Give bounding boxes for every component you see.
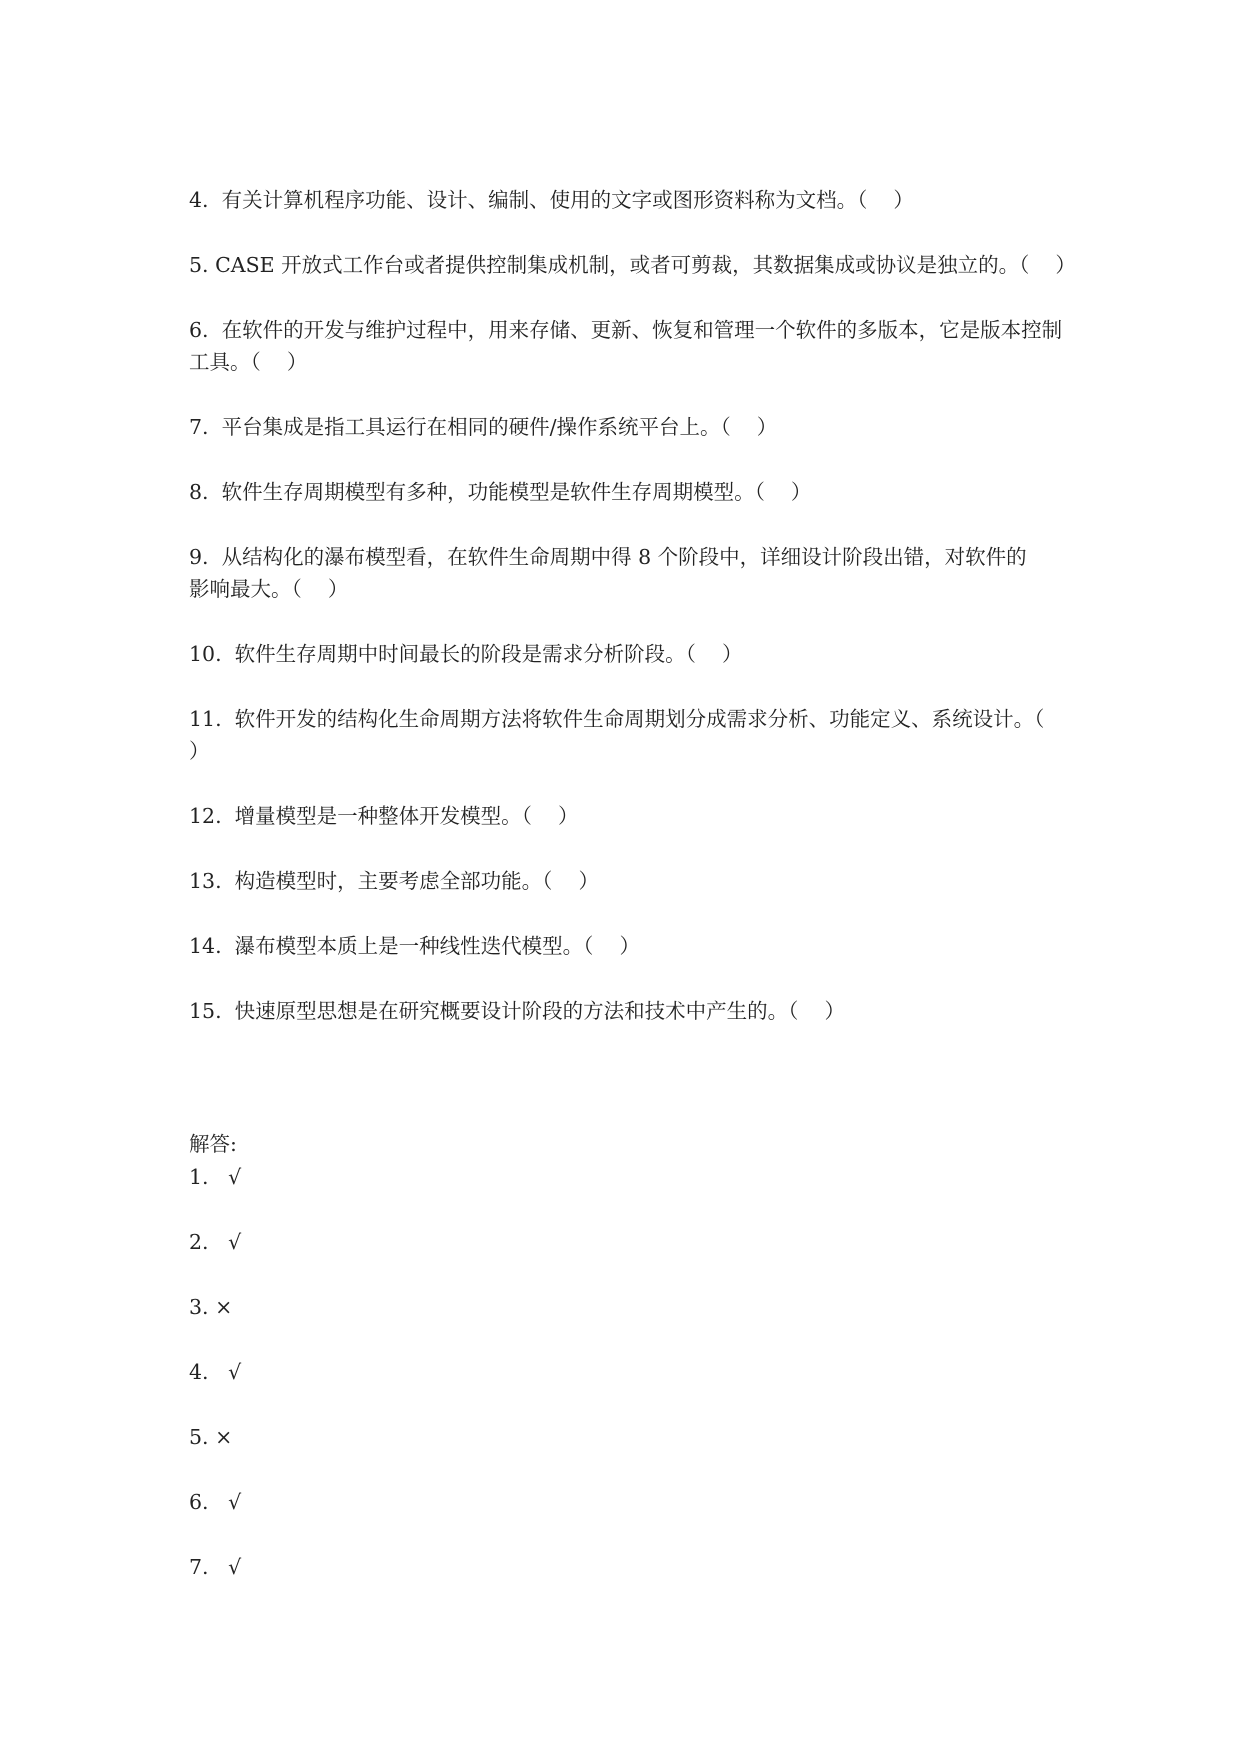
question-item: 9. 从结构化的瀑布模型看，在软件生命周期中得 8 个阶段中，详细设计阶段出错，对软件的 影响最大。（ ） [189,545,1027,601]
question-item: 13. 构造模型时，主要考虑全部功能。（ ） [189,869,599,893]
question-item: 6. 在软件的开发与维护过程中，用来存储、更新、恢复和管理一个软件的多版本，它是版本控制工具。（ ） [189,318,1063,374]
document-page [189,0,1076,1754]
answer-item: 3. × [189,1295,233,1319]
answers-heading: 解答: [189,1132,237,1156]
question-item: 14. 瀑布模型本质上是一种线性迭代模型。（ ） [189,934,640,958]
question-item: 15. 快速原型思想是在研究概要设计阶段的方法和技术中产生的。（ ） [189,999,845,1023]
answer-item: 2. √ [189,1230,242,1254]
answer-item: 5. × [189,1425,233,1449]
answer-item: 1. √ [189,1165,242,1189]
question-item: 10. 软件生存周期中时间最长的阶段是需求分析阶段。（ ） [189,642,743,666]
answer-item: 4. √ [189,1360,242,1384]
question-item: 7. 平台集成是指工具运行在相同的硬件/操作系统平台上。（ ） [189,415,778,439]
question-item: 12. 增量模型是一种整体开发模型。（ ） [189,804,579,828]
question-item: 4. 有关计算机程序功能、设计、编制、使用的文字或图形资料称为文档。（ ） [189,188,914,212]
answer-list [189,1161,1069,1616]
question-item: 11. 软件开发的结构化生命周期方法将软件生命周期划分成需求分析、功能定义、系统设计。（ ） [189,707,1071,763]
answer-item: 7. √ [189,1555,242,1579]
question-item: 8. 软件生存周期模型有多种，功能模型是软件生存周期模型。（ ） [189,480,812,504]
question-item: 5. CASE 开放式工作台或者提供控制集成机制，或者可剪裁，其数据集成或协议是独立的。（ ） [189,253,1076,277]
question-list [189,184,1076,1060]
answer-item: 6. √ [189,1490,242,1514]
